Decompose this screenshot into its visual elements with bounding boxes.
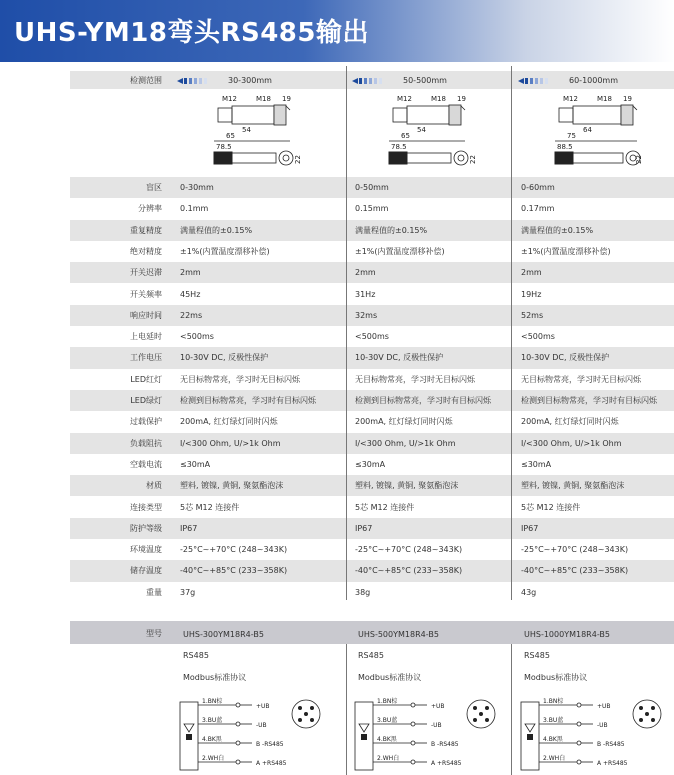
pin-dot <box>310 706 314 710</box>
dim-label: 22 <box>469 155 477 164</box>
connector-body <box>218 108 232 122</box>
diode-symbol <box>184 724 194 732</box>
spec-label: 重量 <box>146 587 162 597</box>
terminal-dot <box>236 741 240 745</box>
pin-dot <box>639 718 643 722</box>
spec-value: -40°C~+85°C (233~358K) <box>355 566 463 576</box>
wire-label: 2.WH白 <box>377 755 400 762</box>
terminal-label: +UB <box>256 703 270 710</box>
dimension-drawing <box>551 94 647 170</box>
spec-value: 200mA, 红灯绿灯同时闪烁 <box>180 417 278 427</box>
terminal-label: A +RS485 <box>597 760 628 767</box>
range-bar <box>530 78 533 84</box>
diode-mark <box>527 734 533 740</box>
output-type: RS485 <box>524 651 550 660</box>
sensor-body <box>407 106 449 124</box>
sensor-head-shape <box>177 78 183 84</box>
spec-value: 43g <box>521 587 537 597</box>
column-divider <box>511 66 512 600</box>
range-bar <box>189 78 192 84</box>
diode-symbol <box>359 724 369 732</box>
sensor-body <box>232 106 274 124</box>
spec-value: -25°C~+70°C (248~343K) <box>521 545 629 555</box>
dim-label: 19 <box>457 95 466 103</box>
spec-label: 开关频率 <box>130 289 162 299</box>
spec-label: 空载电流 <box>130 459 162 469</box>
wire-label: 1.BN棕 <box>202 698 223 705</box>
pin-dot <box>651 706 655 710</box>
range-label: 检测范围 <box>130 76 162 85</box>
spec-value: -25°C~+70°C (248~343K) <box>355 545 463 555</box>
detection-range-value: 60-1000mm <box>569 76 619 85</box>
spec-label: 负载阻抗 <box>130 438 162 448</box>
wiring-diagram <box>519 694 669 772</box>
spec-value: 10-30V DC, 反极性保护 <box>355 353 444 363</box>
wiring-diagram <box>178 694 328 772</box>
wire-label: 2.WH白 <box>543 755 566 762</box>
spec-value: 5芯 M12 连接件 <box>521 502 581 512</box>
wiring-diagram <box>353 694 503 772</box>
terminal-dot <box>236 760 240 764</box>
terminal-dot <box>411 760 415 764</box>
diode-symbol <box>525 724 535 732</box>
terminal-dot <box>577 722 581 726</box>
dim-label: 78.5 <box>391 143 407 151</box>
sensor-head-shape <box>352 78 358 84</box>
dim-label: 19 <box>623 95 632 103</box>
dim-label: M18 <box>256 95 271 103</box>
spec-label: 上电延时 <box>130 332 162 342</box>
pin-dot <box>310 718 314 722</box>
spec-value: 32ms <box>355 310 378 320</box>
pin-dot <box>645 712 649 716</box>
spec-value: -25°C~+70°C (248~343K) <box>180 545 288 555</box>
spec-label: 环境温度 <box>130 545 162 555</box>
pin-dot <box>485 718 489 722</box>
dim-label: M18 <box>431 95 446 103</box>
dim-label: 78.5 <box>216 143 232 151</box>
sensor-head <box>621 105 633 125</box>
spec-label: LED绿灯 <box>130 396 162 405</box>
terminal-label: -UB <box>597 722 608 729</box>
diode-mark <box>361 734 367 740</box>
spec-value: 2mm <box>521 268 542 278</box>
spec-value: 0.15mm <box>355 204 389 214</box>
sensor-head <box>274 105 286 125</box>
spec-label: 开关迟滞 <box>130 268 162 278</box>
pin-dot <box>485 706 489 710</box>
spec-value: 0-30mm <box>180 183 214 192</box>
output-type: RS485 <box>358 651 384 660</box>
sensor-head-shape <box>518 78 524 84</box>
terminal-label: B -RS485 <box>256 741 284 748</box>
spec-value: 37g <box>180 587 196 597</box>
range-bar <box>379 78 382 84</box>
page-title: UHS-YM18弯头RS485输出 <box>14 18 369 48</box>
dim-label: 54 <box>242 126 251 134</box>
protocol: Modbus标准协议 <box>358 673 422 682</box>
spec-value: 10-30V DC, 反极性保护 <box>180 353 269 363</box>
diode-mark <box>186 734 192 740</box>
terminal-dot <box>577 741 581 745</box>
pin-dot <box>473 706 477 710</box>
sensor-head <box>449 105 461 125</box>
dim-label: M12 <box>397 95 412 103</box>
head-circle <box>454 151 468 165</box>
spec-value: 2mm <box>355 268 376 278</box>
terminal-dot <box>411 722 415 726</box>
head-circle <box>279 151 293 165</box>
dim-label: 65 <box>401 132 410 140</box>
spec-value: 检测到目标物常亮，学习时有目标闪烁 <box>355 396 491 405</box>
dim-label: 54 <box>417 126 426 134</box>
range-bar <box>374 78 377 84</box>
range-bar <box>204 78 207 84</box>
wire-label: 1.BN棕 <box>377 698 398 705</box>
wire-label: 3.BU蓝 <box>543 717 564 724</box>
model-value: UHS-300YM18R4-B5 <box>183 630 264 639</box>
spec-value: ≤30mA <box>355 459 386 469</box>
head-bend <box>461 106 465 110</box>
nut-shape <box>389 152 407 164</box>
pin-dot <box>651 718 655 722</box>
detection-range-value: 30-300mm <box>228 76 272 85</box>
wire-label: 2.WH白 <box>202 755 225 762</box>
spec-value: 38g <box>355 587 371 597</box>
side-body <box>232 153 276 163</box>
spec-value: <500ms <box>180 332 214 342</box>
pin-dot <box>639 706 643 710</box>
side-body <box>407 153 451 163</box>
detection-range-icon <box>351 76 391 86</box>
side-body <box>573 153 623 163</box>
spec-label: 连接类型 <box>130 502 162 512</box>
spec-value: IP67 <box>521 523 539 533</box>
dim-label: M12 <box>563 95 578 103</box>
dim-label: 75 <box>567 132 576 140</box>
spec-value: 10-30V DC, 反极性保护 <box>521 353 610 363</box>
spec-label: 材质 <box>146 481 162 491</box>
spec-value: 200mA, 红灯绿灯同时闪烁 <box>355 417 453 427</box>
spec-label: LED红灯 <box>130 374 162 384</box>
spec-label: 工作电压 <box>130 353 162 363</box>
spec-value: -40°C~+85°C (233~358K) <box>521 566 629 576</box>
terminal-dot <box>577 703 581 707</box>
sensor-body <box>573 106 621 124</box>
range-bar <box>194 78 197 84</box>
spec-value: ≤30mA <box>180 459 211 469</box>
column-divider <box>346 66 347 600</box>
spec-value: IP67 <box>180 523 198 533</box>
spec-value: 塑料, 镀镍, 黄铜, 聚氨酯泡沫 <box>521 481 625 491</box>
terminal-dot <box>411 703 415 707</box>
spec-value: 22ms <box>180 310 203 320</box>
terminal-dot <box>577 760 581 764</box>
pin-dot <box>473 718 477 722</box>
spec-value: 满量程值的±0.15% <box>180 225 253 235</box>
range-bar <box>369 78 372 84</box>
range-bar <box>184 78 187 84</box>
spec-value: 5芯 M12 连接件 <box>180 502 240 512</box>
terminal-label: A +RS485 <box>256 760 287 767</box>
spec-value: ≤30mA <box>521 459 552 469</box>
spec-value: 52ms <box>521 310 544 320</box>
head-inner-circle <box>458 155 464 161</box>
spec-label: 盲区 <box>146 183 162 192</box>
head-inner-circle <box>283 155 289 161</box>
model-value: UHS-1000YM18R4-B5 <box>524 630 610 639</box>
spec-value: 塑料, 镀镍, 黄铜, 聚氨酯泡沫 <box>355 481 459 491</box>
terminal-label: +UB <box>597 703 611 710</box>
spec-label: 储存温度 <box>130 566 162 576</box>
detection-range-icon <box>176 76 216 86</box>
spec-value: 检测到目标物常亮，学习时有目标闪烁 <box>180 396 316 405</box>
spec-value: 0.1mm <box>180 204 209 214</box>
model-value: UHS-500YM18R4-B5 <box>358 630 439 639</box>
spec-value: 45Hz <box>180 289 201 299</box>
pin-dot <box>304 712 308 716</box>
spec-value: 无目标物常亮，学习时无目标闪烁 <box>180 374 300 384</box>
terminal-label: B -RS485 <box>431 741 459 748</box>
spec-value: I/<300 Ohm, U/>1k Ohm <box>180 438 281 448</box>
dim-label: M18 <box>597 95 612 103</box>
column-divider <box>346 624 347 775</box>
nut-shape <box>555 152 573 164</box>
terminal-label: -UB <box>256 722 267 729</box>
range-bar <box>540 78 543 84</box>
spec-value: -40°C~+85°C (233~358K) <box>180 566 288 576</box>
nut-shape <box>214 152 232 164</box>
spec-value: 19Hz <box>521 289 542 299</box>
spec-value: IP67 <box>355 523 373 533</box>
dim-label: M12 <box>222 95 237 103</box>
spec-label: 重复精度 <box>130 225 162 235</box>
dim-label: 88.5 <box>557 143 573 151</box>
spec-value: 满量程值的±0.15% <box>355 225 428 235</box>
wire-label: 4.BK黑 <box>543 736 563 743</box>
spec-value: 满量程值的±0.15% <box>521 225 594 235</box>
pin-dot <box>298 718 302 722</box>
range-bar <box>199 78 202 84</box>
protocol: Modbus标准协议 <box>524 673 588 682</box>
terminal-label: +UB <box>431 703 445 710</box>
range-bar <box>525 78 528 84</box>
terminal-dot <box>411 741 415 745</box>
protocol: Modbus标准协议 <box>183 673 247 682</box>
spec-value: 200mA, 红灯绿灯同时闪烁 <box>521 417 619 427</box>
head-bend <box>286 106 290 110</box>
spec-label: 分辨率 <box>138 204 162 214</box>
head-bend <box>633 106 637 110</box>
detection-range-icon <box>517 76 557 86</box>
terminal-dot <box>236 703 240 707</box>
wire-label: 3.BU蓝 <box>377 717 398 724</box>
range-bar <box>364 78 367 84</box>
wire-label: 4.BK黑 <box>377 736 397 743</box>
spec-value: ±1%(内置温度漂移补偿) <box>355 246 445 256</box>
connector-body <box>559 108 573 122</box>
spec-value: 2mm <box>180 268 201 278</box>
range-bar <box>545 78 548 84</box>
wire-label: 4.BK黑 <box>202 736 222 743</box>
range-bar <box>535 78 538 84</box>
range-bar <box>359 78 362 84</box>
dim-label: 64 <box>583 126 592 134</box>
spec-value: 无目标物常亮，学习时无目标闪烁 <box>521 374 641 384</box>
dim-label: 22 <box>635 155 643 164</box>
dim-label: 65 <box>226 132 235 140</box>
spec-label: 过载保护 <box>130 417 162 427</box>
spec-value: 0.17mm <box>521 204 555 214</box>
spec-value: 5芯 M12 连接件 <box>355 502 415 512</box>
wire-label: 3.BU蓝 <box>202 717 223 724</box>
pin-dot <box>298 706 302 710</box>
detection-range-value: 50-500mm <box>403 76 447 85</box>
spec-value: I/<300 Ohm, U/>1k Ohm <box>521 438 622 448</box>
spec-value: 塑料, 镀镍, 黄铜, 聚氨酯泡沫 <box>180 481 284 491</box>
pin-dot <box>479 712 483 716</box>
spec-value: ±1%(内置温度漂移补偿) <box>180 246 270 256</box>
page-header <box>0 0 674 62</box>
spec-value: <500ms <box>355 332 389 342</box>
dim-label: 22 <box>294 155 302 164</box>
dim-label: 19 <box>282 95 291 103</box>
dimension-drawing <box>385 94 481 170</box>
spec-value: <500ms <box>521 332 555 342</box>
wire-label: 1.BN棕 <box>543 698 564 705</box>
dimension-drawing <box>210 94 306 170</box>
connector-body <box>393 108 407 122</box>
spec-value: 0-60mm <box>521 183 555 192</box>
spec-value: ±1%(内置温度漂移补偿) <box>521 246 611 256</box>
spec-label: 响应时间 <box>130 310 162 320</box>
spec-value: 0-50mm <box>355 183 389 192</box>
terminal-dot <box>236 722 240 726</box>
spec-value: 31Hz <box>355 289 376 299</box>
spec-value: 检测到目标物常亮，学习时有目标闪烁 <box>521 396 657 405</box>
output-type: RS485 <box>183 651 209 660</box>
spec-label: 绝对精度 <box>130 246 162 256</box>
spec-value: 无目标物常亮，学习时无目标闪烁 <box>355 374 475 384</box>
column-divider <box>511 624 512 775</box>
model-label: 型号 <box>146 629 162 638</box>
terminal-label: B -RS485 <box>597 741 625 748</box>
spec-value: I/<300 Ohm, U/>1k Ohm <box>355 438 456 448</box>
terminal-label: A +RS485 <box>431 760 462 767</box>
spec-label: 防护等级 <box>130 523 162 533</box>
terminal-label: -UB <box>431 722 442 729</box>
